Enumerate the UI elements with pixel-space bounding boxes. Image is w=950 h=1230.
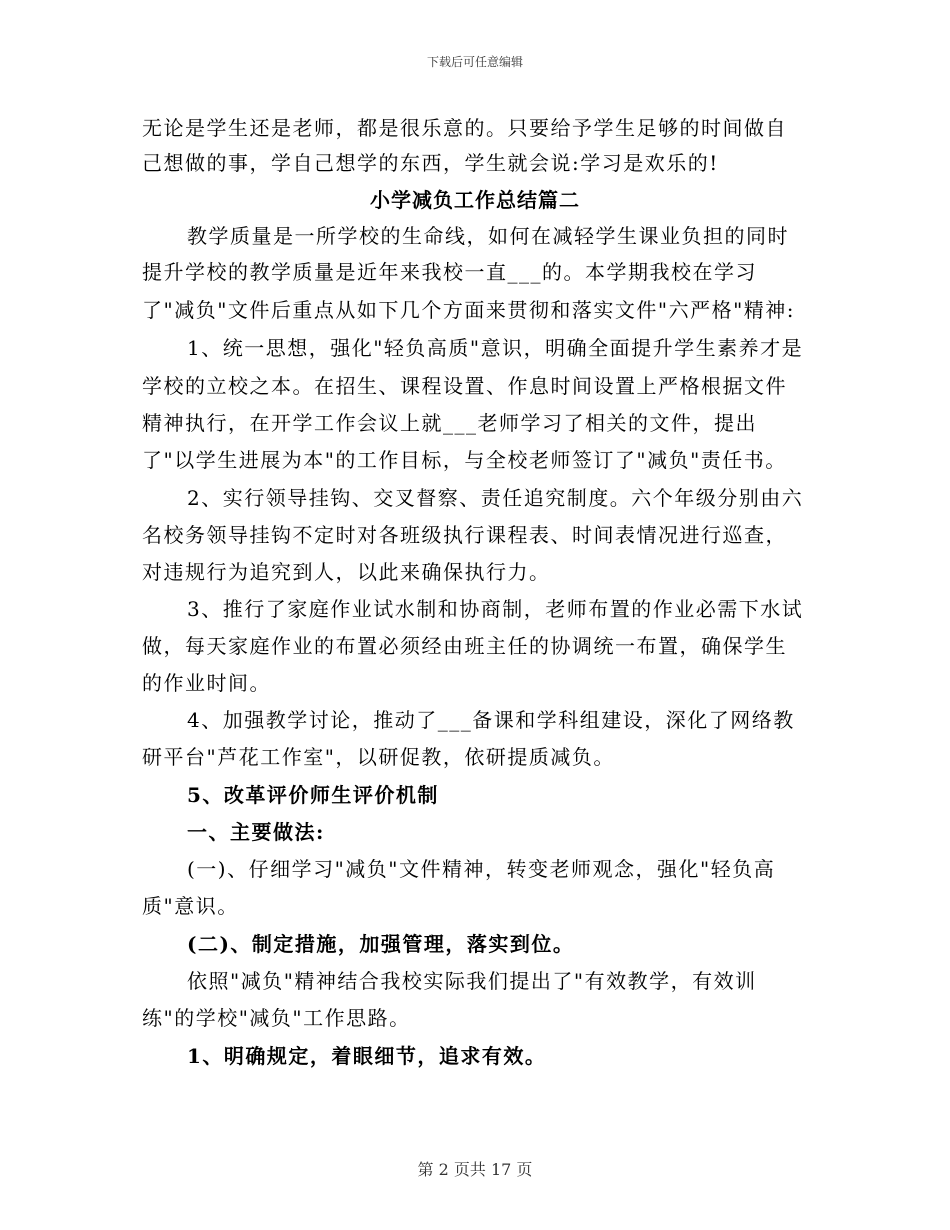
text-line: 练"的学校"减负"工作思路。 (142, 1006, 411, 1030)
text-line: 己想做的事，学自己想学的东西，学生就会说:学习是欢乐的! (142, 151, 719, 175)
text-line: (二)、制定措施，加强管理，落实到位。 (187, 932, 575, 956)
section-title: 小学减负工作总结篇二 (370, 188, 580, 212)
text-line: 4、加强教学讨论，推动了___备课和学科组建设，深化了网络教 (187, 708, 795, 732)
text-line: 1、统一思想，强化"轻负高质"意识，明确全面提升学生素养才是 (187, 336, 804, 360)
text-line: 了"以学生进展为本"的工作目标，与全校老师签订了"减负"责任书。 (142, 448, 787, 472)
text-line: 提升学校的教学质量是近年来我校一直___的。本学期我校在学习 (142, 260, 757, 284)
text-line: 无论是学生还是老师，都是很乐意的。只要给予学生足够的时间做自 (142, 116, 787, 140)
text-line: 学校的立校之本。在招生、课程设置、作息时间设置上严格根据文件 (142, 374, 787, 398)
text-line: 研平台"芦花工作室"，以研促教，依研提质减负。 (142, 745, 615, 769)
text-line: 对违规行为追究到人，以此来确保执行力。 (142, 560, 551, 584)
page-footer: 第 2 页共 17 页 (417, 1160, 533, 1179)
text-line: 了"减负"文件后重点从如下几个方面来贯彻和落实文件"六严格"精神: (142, 298, 796, 322)
text-line: 5、改革评价师生评价机制 (187, 783, 439, 807)
text-line: 名校务领导挂钩不定时对各班级执行课程表、时间表情况进行巡查， (142, 523, 787, 547)
text-line: 依照"减负"精神结合我校实际我们提出了"有效教学，有效训 (187, 969, 757, 993)
page-header: 下载后可任意编辑 (426, 55, 523, 69)
text-line: 教学质量是一所学校的生命线，如何在减轻学生课业负担的同时 (187, 224, 789, 248)
text-line: (一)、仔细学习"减负"文件精神，转变老师观念，强化"轻负高 (187, 857, 776, 881)
text-line: 2、实行领导挂钩、交叉督察、责任追究制度。六个年级分别由六 (187, 486, 804, 510)
text-line: 1、明确规定，着眼细节，追求有效。 (187, 1044, 547, 1068)
text-line: 精神执行，在开学工作会议上就___老师学习了相关的文件，提出 (142, 411, 757, 435)
text-line: 做，每天家庭作业的布置必须经由班主任的协调统一布置，确保学生 (142, 634, 787, 658)
text-line: 的作业时间。 (142, 671, 271, 695)
text-line: 质"意识。 (142, 894, 239, 918)
text-line: 3、推行了家庭作业试水制和协商制，老师布置的作业必需下水试 (187, 597, 804, 621)
text-line: 一、主要做法: (187, 820, 325, 844)
